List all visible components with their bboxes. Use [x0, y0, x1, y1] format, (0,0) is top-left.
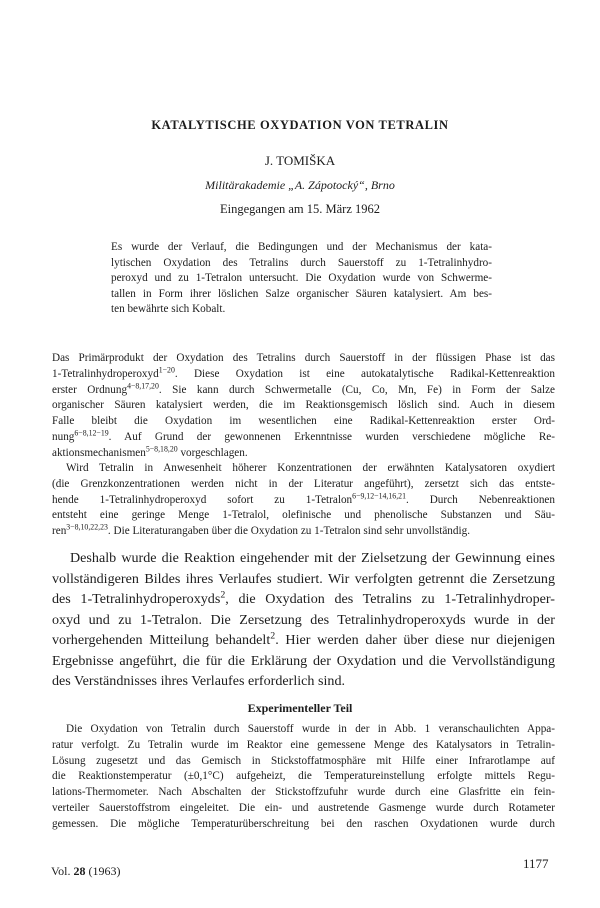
section-heading: Experimenteller Teil: [247, 701, 353, 715]
intro-paragraph-3: [52, 548, 555, 692]
body-line: oxyd und zu 1-Tetralon. Die Zersetzung des Tetralinhydroperoxyds wurde in der: [52, 611, 555, 628]
author-name: J. TOMIŠKA: [264, 153, 336, 168]
abstract-line: ten bewährte sich Kobalt.: [111, 303, 226, 315]
article-title: KATALYTISCHE OXYDATION VON TETRALIN: [151, 118, 449, 132]
abstract-line: lytischen Oxydation des Tetralins durch Sauerstoff zu 1-Tetralinhydro-: [111, 256, 492, 269]
reference-superscript: 2: [220, 589, 226, 601]
reference-superscript: 3−8,10,22,23: [66, 522, 108, 532]
body-line: 1-Tetralinhydroperoxyd$^{1-20}$. Diese Oxydation ist eine autokatalytische Radikal-Kettenreaktion: [52, 365, 555, 380]
body-line: nung$^{6-8,12-19}$. Auf Grund der gewonnenen Erkenntnisse wurden verschiedene mögliche Re-: [52, 428, 555, 443]
abstract-line: peroxyd und zu 1-Tetralon untersucht. Die Oxydation wurde von Schwerme-: [111, 272, 492, 284]
body-line: (die Grenzkonzentrationen werden nicht in der Literatur angeführt), zersetzt sich das entste-: [52, 477, 555, 490]
reference-superscript: 5−8,18,20: [145, 444, 178, 454]
reference-superscript: 2: [270, 630, 276, 642]
received-date: Eingegangen am 15. März 1962: [219, 202, 381, 216]
body-line: vorhergehenden Mitteilung behandelt$^2$. Hier werden daher über diese nur diejenigen: [52, 630, 555, 648]
experimental-paragraph: [52, 722, 555, 833]
abstract-line: Es wurde der Verlauf, die Bedingungen und der Mechanismus der kata-: [111, 241, 492, 253]
volume-number: 28: [73, 864, 86, 878]
body-line: Das Primärprodukt der Oxydation des Tetralins durch Sauerstoff in der flüssigen Phase ist das: [52, 352, 555, 364]
body-line: verteiler Sauerstoffstrom eingeleitet. Die ein- und austretende Gasmenge wurde durch Rotameter: [52, 801, 555, 814]
body-line: Die Oxydation von Tetralin durch Sauerstoff wurde in der in Abb. 1 veranschaulichten Appa-: [66, 723, 555, 735]
journal-volume: Vol. 28 (1963): [51, 864, 121, 878]
body-line: des 1-Tetralinhydroperoxyds$^2$, die Oxydation des Tetralins zu 1-Tetralinhydroper-: [52, 589, 555, 607]
body-line: die Reaktionstemperatur (±0,1°C) aufgeheizt, die Temperatureinstellung erfolgte mittels Regu-: [52, 770, 555, 783]
body-line: entsteht eine geringe Menge 1-Tetralol, olefinische und phenolische Substanzen und Säu-: [52, 509, 555, 522]
reference-superscript: 6−8,12−19: [74, 428, 109, 438]
author-affiliation: Militärakademie „A. Zápotocký“, Brno: [205, 178, 395, 192]
reference-superscript: 4−8,17,20: [127, 380, 159, 390]
body-line: Deshalb wurde die Reaktion eingehender mit der Zielsetzung der Gewinnung eines: [70, 550, 555, 566]
body-line: Ergebnisse angeführt, die für die Erklärung der Oxydation und die Vervollständigung: [52, 652, 555, 669]
abstract: [111, 240, 492, 318]
reference-superscript: 6−9,12−14,16,21: [352, 490, 406, 500]
body-line: aktionsmechanismen$^{5-8,18,20}$ vorgeschlagen.: [52, 444, 248, 459]
body-line: gemessen. Die mögliche Temperaturüberschreitung bei den raschen Oxydationen wurde durch: [52, 817, 555, 830]
body-line: des Verständnisses ihres Verlaufes erforderlich sind.: [52, 673, 346, 689]
reference-superscript: 1−20: [158, 365, 175, 375]
body-line: vollständigeren Bildes ihres Verlaufes studiert. Wir verfolgten getrennt die Zersetzung: [52, 570, 555, 587]
body-line: organischer Säuren katalysiert werden, die im Reaktionsgemisch löslich sind. Auch in diesem: [52, 399, 555, 412]
intro-paragraph-1: [52, 351, 555, 462]
abstract-line: tallen in Form ihrer löslichen Salze organischer Säuren katalysiert. Am bes-: [111, 287, 492, 300]
body-line: erster Ordnung$^{4-8,17,20}$. Sie kann durch Schwermetalle (Cu, Co, Mn, Fe) in Form der Salze: [52, 380, 555, 396]
body-line: ratur verfolgt. Zu Tetralin wurde im Reaktor eine gemessene Menge des Katalysators in Tetralin-: [52, 738, 555, 751]
intro-paragraph-2: [52, 461, 555, 540]
body-line: lations-Thermometer. Nach Abschalten der Stickstoffzufuhr wurde durch eine Glasfritte ein fein-: [52, 786, 555, 799]
body-line: Lösung zugesetzt und das Gemisch in Stickstoffatmosphäre mit Hilfe einer Infrarotlampe auf: [52, 754, 555, 767]
page-number: 1177: [523, 856, 549, 871]
body-line: Wird Tetralin in Anwesenheit höherer Konzentrationen der erwähnten Katalysatoren oxydiert: [66, 462, 555, 474]
body-line: hende 1-Tetralinhydroperoxyd sofort zu 1-Tetralon$^{6-9,12-14,16,21}$. Durch Nebenreaktionen: [52, 490, 555, 506]
body-line: Falle bleibt die Oxydation im wesentlichen eine Radikal-Kettenreaktion erster Ord-: [52, 415, 555, 428]
body-line: ren$^{3-8,10,22,23}$. Die Literaturangaben über die Oxydation zu 1-Tetralon sind sehr unvollständig.: [52, 522, 470, 538]
